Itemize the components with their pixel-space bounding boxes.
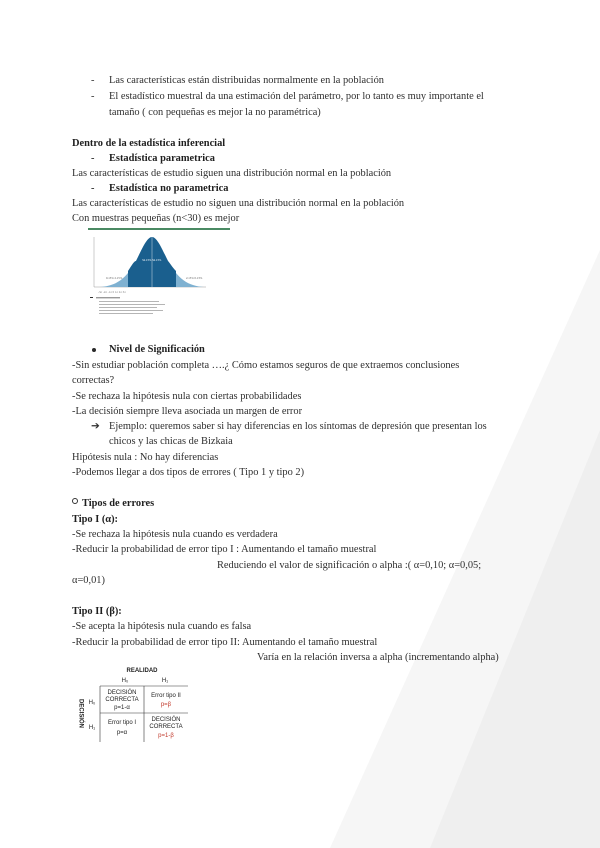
type1-reduce-line: Reduciendo el valor de significación o alpha :( α=0,10; α=0,05; xyxy=(217,560,482,571)
cell-1-1-line: DECISIÓN xyxy=(107,690,137,696)
significance-line: -Sin estudiar población completa ….¿ Cómo estamos seguros de que extraemos conclusiones xyxy=(72,360,460,371)
decision-table xyxy=(76,668,206,748)
list-item: El estadístico muestral da una estimación del parámetro, por lo tanto es muy importante el xyxy=(109,91,484,102)
list-item-continued: tamaño ( con pequeñas es mejor la no paramétrica) xyxy=(109,107,321,118)
circle-bullet-icon xyxy=(72,498,78,504)
bullet-icon xyxy=(92,348,96,352)
normal-distribution-figure xyxy=(86,231,231,323)
example-line: Ejemplo: queremos saber si hay diferencias en los síntomas de depresión que presentan los xyxy=(109,421,487,432)
type2-line: -Se acepta la hipótesis nula cuando es falsa xyxy=(72,621,252,632)
cell-2-2-line: CORRECTA xyxy=(149,724,183,730)
svg-text:34.13% 34.13%: 34.13% 34.13% xyxy=(142,258,162,262)
row-h0-label: H₀ xyxy=(88,700,96,706)
cell-1-1-prob: p=1-α xyxy=(114,705,130,711)
row-h1-label: H₁ xyxy=(88,725,96,731)
small-samples-text: Con muestras pequeñas (n<30) es mejor xyxy=(72,213,240,224)
nonparametric-title: Estadística no parametrica xyxy=(109,183,229,194)
errors-heading-text: Tipos de errores xyxy=(82,498,155,509)
type2-varia-line: Varía en la relación inversa a alpha (incrementando alpha) xyxy=(257,652,499,663)
nonparametric-text: Las características de estudio no siguen una distribución normal en la población xyxy=(72,198,405,209)
green-rule xyxy=(88,228,230,230)
arrow-icon: ➔ xyxy=(91,421,100,432)
type2-line: -Reducir la probabilidad de error tipo II: Aumentando el tamaño muestral xyxy=(72,637,378,648)
realidad-label: REALIDAD xyxy=(126,668,158,674)
type1-reduce-line: α=0,01) xyxy=(72,575,105,586)
type1-line: -Se rechaza la hipótesis nula cuando es verdadera xyxy=(72,529,278,540)
svg-text:-3σ -2σ -1σ 0 1σ 2σ: -3σ -2σ -1σ 0 1σ 2σ 3σ xyxy=(98,290,126,294)
cell-2-2-line: DECISIÓN xyxy=(151,717,181,723)
significance-line: -La decisión siempre lleva asociada un margen de error xyxy=(72,406,303,417)
list-dash: - xyxy=(91,183,95,194)
col-h1-label: H₁ xyxy=(161,678,169,684)
null-hypothesis-line: Hipótesis nula : No hay diferencias xyxy=(72,452,219,463)
decision-label: DECISIÓN xyxy=(77,698,84,728)
two-errors-line: -Podemos llegar a dos tipos de errores ( Tipo 1 y tipo 2) xyxy=(72,467,305,478)
significance-heading: Nivel de Significación xyxy=(109,344,205,355)
significance-line: -Se rechaza la hipótesis nula con ciertas probabilidades xyxy=(72,391,302,402)
section-heading-inferencial: Dentro de la estadística inferencial xyxy=(72,138,226,149)
cell-2-2-prob: p=1-β xyxy=(158,733,174,739)
list-dash: - xyxy=(91,91,95,102)
cell-2-1-line: Error tipo I xyxy=(107,720,136,726)
parametric-title: Estadística parametrica xyxy=(109,153,215,164)
list-item: Las características están distribuidas normalmente en la población xyxy=(109,75,384,86)
svg-text:2.15% 0.13%: 2.15% 0.13% xyxy=(186,276,203,280)
cell-1-2-prob: p=β xyxy=(160,702,172,708)
cell-1-2-line: Error tipo II xyxy=(151,693,181,699)
parametric-text: Las características de estudio siguen una distribución normal en la población xyxy=(72,168,392,179)
type1-line: -Reducir la probabilidad de error tipo I : Aumentando el tamaño muestral xyxy=(72,544,377,555)
type1-title: Tipo I (α): xyxy=(72,514,119,525)
list-dash: - xyxy=(91,75,95,86)
list-dash: - xyxy=(91,153,95,164)
example-line: chicos y las chicas de Bizkaia xyxy=(109,436,233,447)
cell-1-1-line: CORRECTA xyxy=(105,697,139,703)
significance-line: correctas? xyxy=(72,375,115,386)
svg-text:0.13% 2.15%: 0.13% 2.15% xyxy=(106,276,123,280)
cell-2-1-prob: p=α xyxy=(116,730,128,736)
errors-heading xyxy=(72,497,154,510)
col-h0-label: H₀ xyxy=(121,678,129,684)
type2-title: Tipo II (β): xyxy=(72,606,122,617)
